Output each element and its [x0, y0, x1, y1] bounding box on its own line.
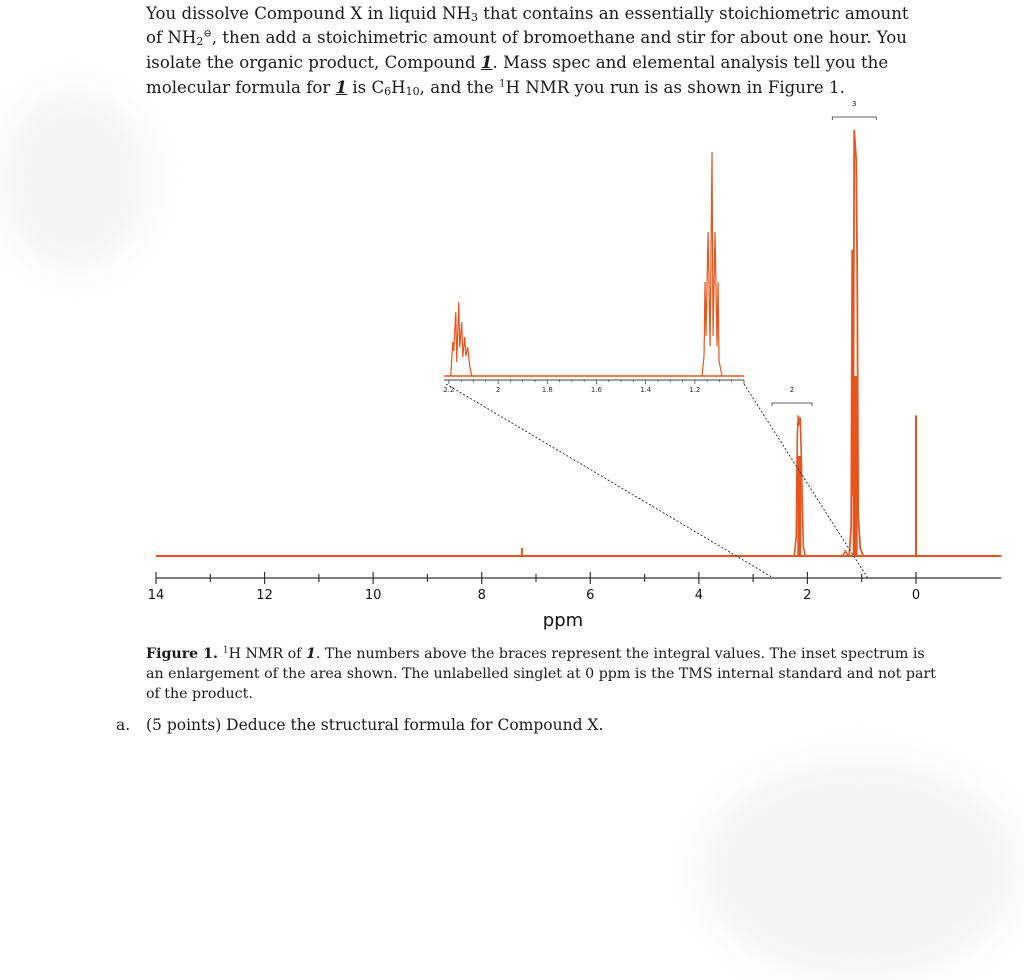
question-label: a. — [116, 716, 131, 734]
inset-tick-label: 1.8 — [541, 386, 553, 394]
caption-text: H NMR of — [228, 646, 306, 662]
intro-subscript: 2 — [196, 35, 204, 48]
figure-caption — [146, 644, 936, 704]
inset-tick-label: 1.6 — [590, 386, 603, 394]
caption-compound: 1 — [305, 646, 316, 662]
inset-tick-label: 1.2 — [689, 386, 701, 394]
intro-subscript: 10 — [405, 85, 420, 98]
inset-tick-label: 1.4 — [640, 386, 652, 394]
question-text: (5 points) Deduce the structural formula for Compound X. — [146, 716, 604, 734]
question-a — [116, 714, 916, 736]
intro-text: that contains an essentially stoichiometric amount of NH — [146, 4, 909, 47]
x-axis-tick-label: 6 — [586, 588, 595, 603]
intro-text: . Mass spec and elemental analysis tell you the molecular formula for — [146, 53, 889, 97]
x-axis-tick-label: 10 — [364, 588, 382, 603]
integral-value-label: 3 — [852, 100, 857, 108]
x-axis-tick-label: 8 — [477, 588, 486, 603]
intro-text: is C — [347, 78, 385, 97]
caption-text: . The numbers above the braces represent the integral values. The inset spectrum is an enlargement of the area shown. The unlabelled singlet at 0 ppm is the TMS internal standard and not part of the product. — [146, 646, 936, 702]
x-axis-tick-label: 0 — [911, 588, 921, 603]
compound-label: 1 — [335, 77, 348, 97]
intro-subscript: 3 — [470, 11, 478, 24]
inset-connector-left — [446, 384, 773, 578]
negative-charge-symbol: ⊖ — [203, 28, 212, 40]
peak-triplet-body — [853, 376, 858, 556]
intro-text: H NMR you run is as shown in Figure 1. — [505, 78, 845, 97]
intro-subscript: 6 — [384, 85, 392, 98]
inset-tick-label: 2.2 — [443, 386, 455, 394]
intro-text: You dissolve Compound X in liquid NH — [146, 4, 471, 23]
x-axis-tick-label: 12 — [256, 588, 273, 603]
intro-text: H — [391, 78, 406, 97]
caption-label: Figure 1. — [146, 646, 223, 662]
intro-text: , then add a stoichimetric amount of bromoethane and stir for about one hour. You isolate the organic product, Compound — [146, 28, 907, 72]
inset-peak-triplet — [702, 152, 722, 376]
integral-brace — [772, 403, 812, 406]
intro-superscript: 1 — [499, 78, 506, 90]
x-axis-label: ppm — [542, 610, 584, 631]
background-smudge-bottom-right — [700, 760, 1020, 980]
integral-value-label: 2 — [789, 386, 795, 394]
peak-quartet-body — [797, 456, 801, 556]
x-axis-tick-label: 4 — [694, 588, 703, 603]
inset-peak-quartet — [451, 302, 472, 376]
x-axis-tick-label: 2 — [803, 588, 812, 603]
x-axis-tick-label: 14 — [147, 588, 165, 603]
inset-tick-label: 2 — [495, 386, 501, 394]
compound-label: 1 — [480, 52, 493, 72]
caption-superscript: 1 — [222, 645, 229, 656]
intro-text: , and the — [419, 78, 500, 97]
integral-brace — [832, 117, 876, 120]
